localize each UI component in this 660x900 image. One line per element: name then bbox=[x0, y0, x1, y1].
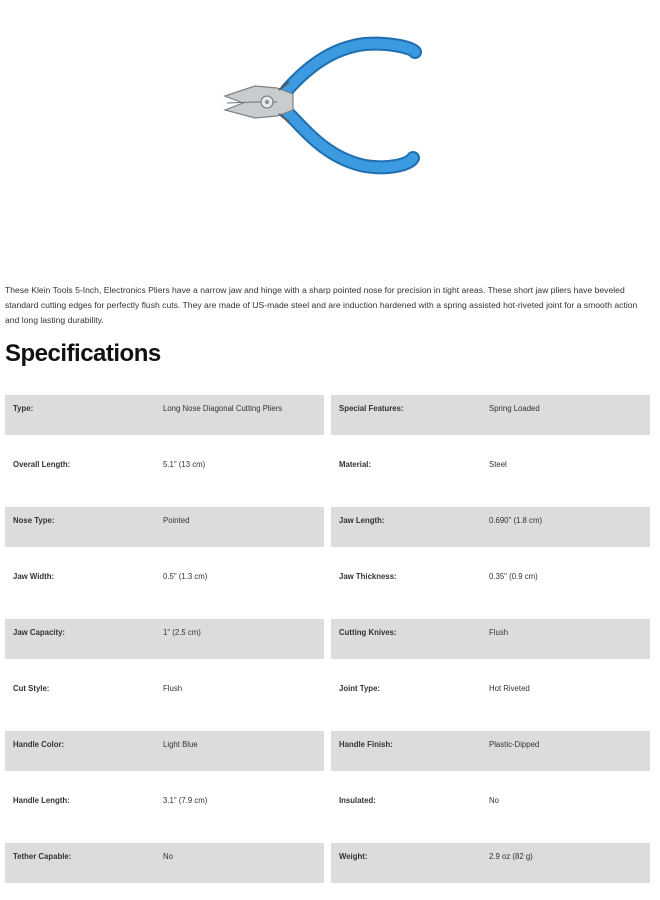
specifications-heading: Specifications bbox=[5, 340, 161, 367]
spec-value: Light Blue bbox=[163, 740, 198, 749]
spec-label: Overall Length: bbox=[13, 460, 71, 469]
spec-label: Weight: bbox=[339, 852, 368, 861]
spec-label: Jaw Capacity: bbox=[13, 628, 66, 637]
spec-label: Tether Capable: bbox=[13, 852, 72, 861]
spec-cell bbox=[331, 395, 650, 435]
spec-label: Type: bbox=[13, 404, 34, 413]
spec-value: 1" (2.5 cm) bbox=[163, 628, 201, 637]
spec-value: 3.1" (7.9 cm) bbox=[163, 796, 208, 805]
spec-row bbox=[5, 563, 650, 619]
spec-cell bbox=[331, 731, 650, 771]
spec-row bbox=[5, 843, 650, 899]
spec-cell bbox=[331, 619, 650, 659]
spec-value: 0.35" (0.9 cm) bbox=[489, 572, 538, 581]
spec-row bbox=[5, 451, 650, 507]
spec-label: Joint Type: bbox=[339, 684, 381, 693]
spec-cell bbox=[5, 787, 324, 827]
spec-row bbox=[5, 731, 650, 787]
spec-row bbox=[5, 787, 650, 843]
spec-row bbox=[5, 507, 650, 563]
spec-cell bbox=[5, 563, 324, 603]
spec-cell bbox=[331, 675, 650, 715]
spec-label: Cutting Knives: bbox=[339, 628, 397, 637]
spec-cell bbox=[331, 843, 650, 883]
spec-row bbox=[5, 619, 650, 675]
spec-value: 0.690" (1.8 cm) bbox=[489, 516, 543, 525]
specifications-table bbox=[5, 395, 650, 899]
spec-row bbox=[5, 395, 650, 451]
spec-value: Flush bbox=[489, 628, 509, 637]
pliers-image bbox=[215, 30, 430, 190]
spec-cell bbox=[331, 563, 650, 603]
spec-cell bbox=[331, 787, 650, 827]
spec-value: Spring Loaded bbox=[489, 404, 540, 413]
spec-value: Flush bbox=[163, 684, 183, 693]
spec-label: Jaw Thickness: bbox=[339, 572, 397, 581]
spec-label: Material: bbox=[339, 460, 372, 469]
spec-cell bbox=[331, 507, 650, 547]
spec-cell bbox=[5, 675, 324, 715]
spec-cell bbox=[331, 451, 650, 491]
spec-row bbox=[5, 675, 650, 731]
spec-cell bbox=[5, 731, 324, 771]
spec-cell bbox=[5, 619, 324, 659]
spec-cell bbox=[5, 451, 324, 491]
spec-value: 2.9 oz (82 g) bbox=[489, 852, 533, 861]
spec-cell bbox=[5, 507, 324, 547]
spec-value: 5.1" (13 cm) bbox=[163, 460, 206, 469]
spec-value: Steel bbox=[489, 460, 507, 469]
spec-cell bbox=[5, 395, 324, 435]
spec-label: Insulated: bbox=[339, 796, 376, 805]
spec-value: Plastic-Dipped bbox=[489, 740, 540, 749]
spec-value: Pointed bbox=[163, 516, 190, 525]
spec-label: Handle Length: bbox=[13, 796, 70, 805]
spec-value: 0.5" (1.3 cm) bbox=[163, 572, 208, 581]
spec-label: Jaw Width: bbox=[13, 572, 55, 581]
spec-label: Handle Finish: bbox=[339, 740, 393, 749]
spec-value: No bbox=[489, 796, 499, 805]
spec-label: Special Features: bbox=[339, 404, 404, 413]
spec-label: Handle Color: bbox=[13, 740, 65, 749]
spec-value: No bbox=[163, 852, 173, 861]
spec-label: Nose Type: bbox=[13, 516, 55, 525]
spec-value: Hot Riveted bbox=[489, 684, 530, 693]
spec-label: Cut Style: bbox=[13, 684, 50, 693]
spec-cell bbox=[5, 843, 324, 883]
spec-label: Jaw Length: bbox=[339, 516, 385, 525]
spec-value: Long Nose Diagonal Cutting Pliers bbox=[163, 404, 283, 413]
product-description: These Klein Tools 5-Inch, Electronics Pliers have a narrow jaw and hinge with a sharp pointed nose for precision in tight areas. These short jaw pliers have beveled standard cutting edges for perfectly flush cuts. They are made of US-made steel and are induction hardened with a spring assisted hot-riveted joint for a smooth action and long lasting durability. bbox=[5, 285, 638, 325]
